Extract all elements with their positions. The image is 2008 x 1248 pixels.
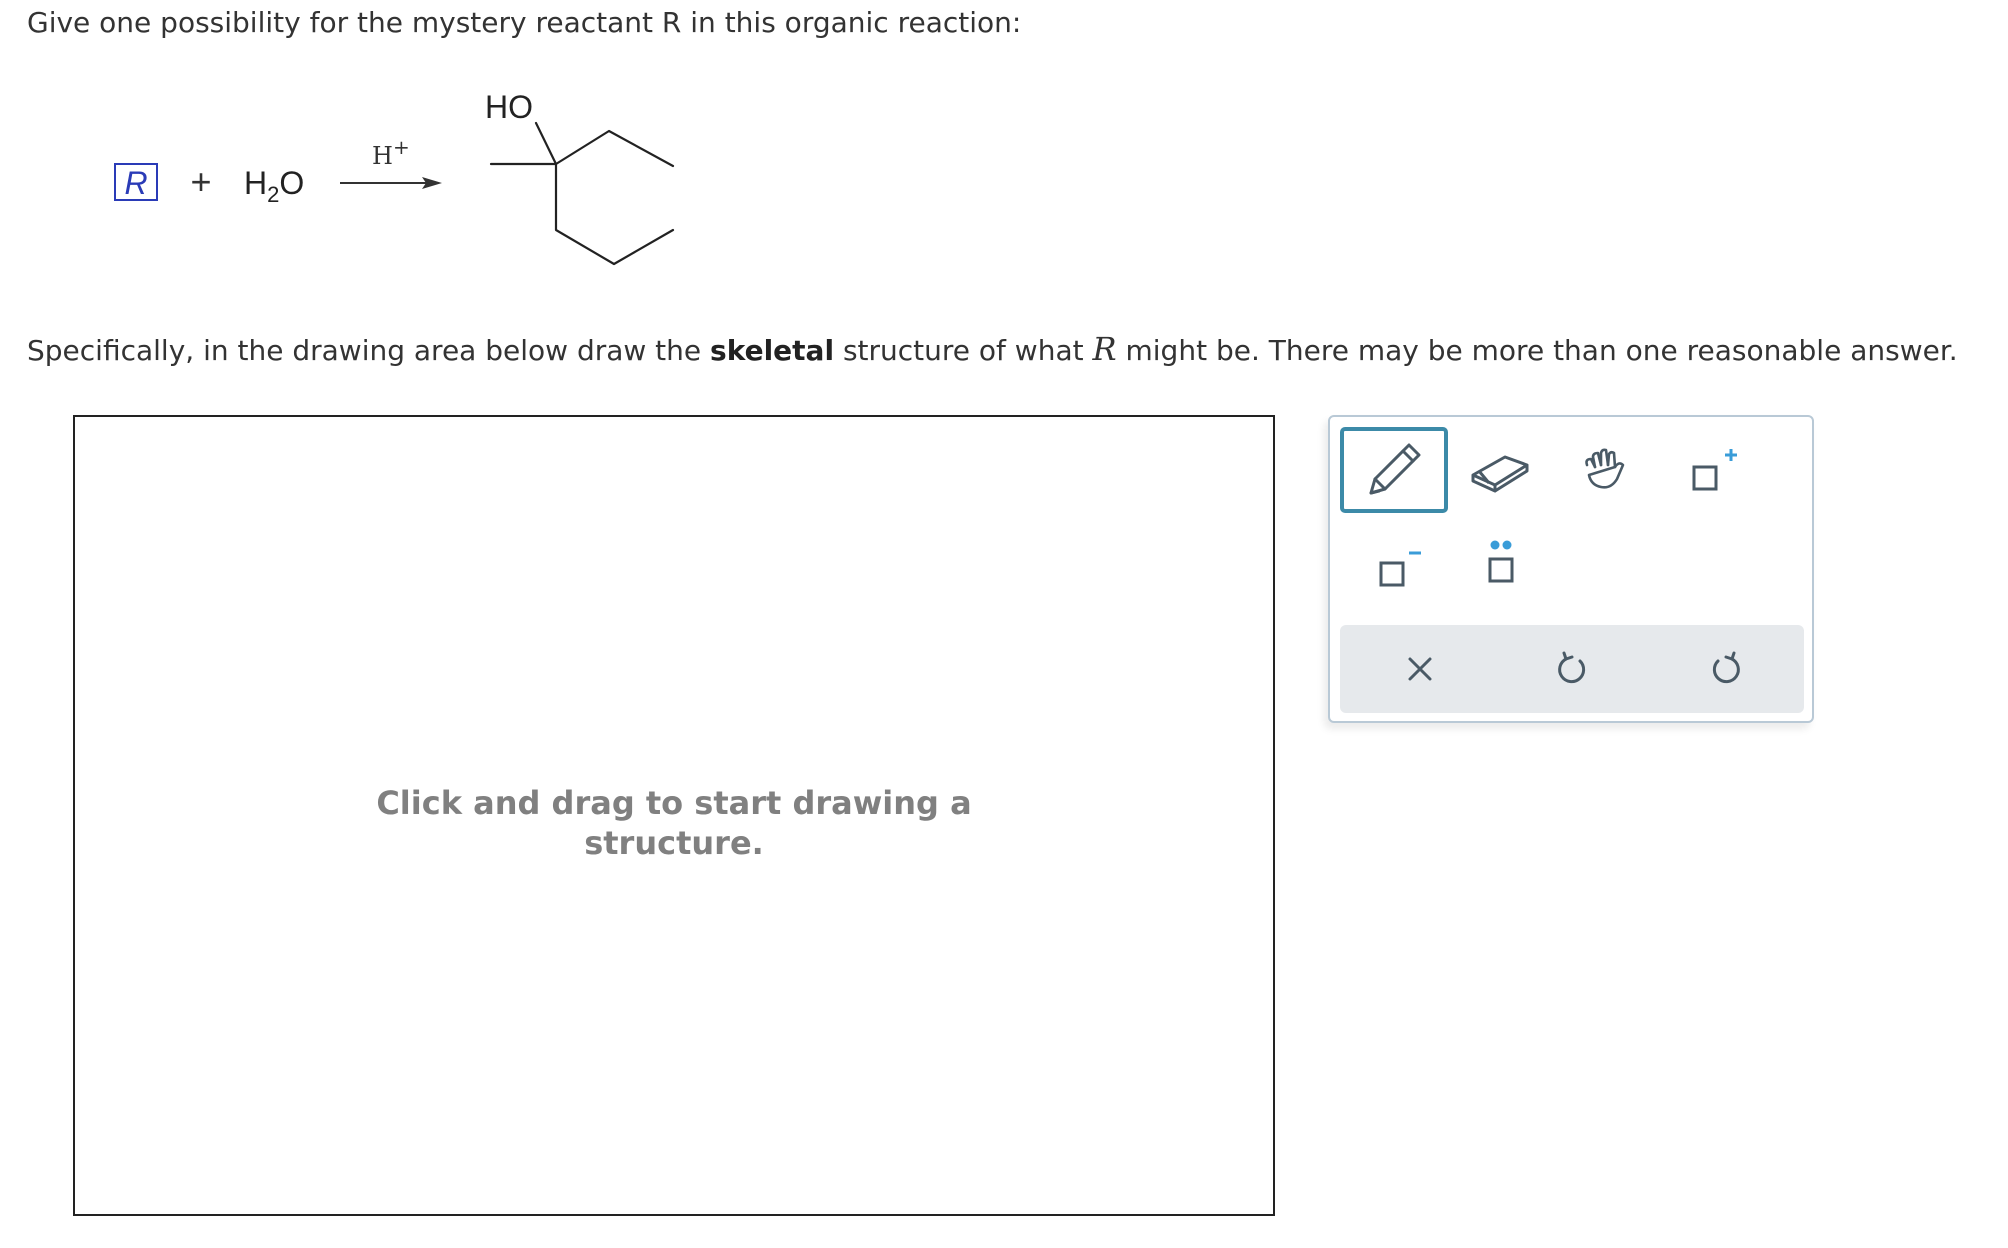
instruction-part: structure of what <box>834 334 1093 367</box>
eraser-icon <box>1465 435 1535 505</box>
drawing-canvas[interactable] <box>73 415 1275 1216</box>
instruction-text <box>27 330 1958 368</box>
pencil-icon <box>1359 435 1429 505</box>
instruction-variable: R <box>1092 330 1117 368</box>
question-text: Give one possibility for the mystery reactant R in this organic reaction: <box>27 6 1022 39</box>
instruction-part: might be. There may be more than one reasonable answer. <box>1116 334 1958 367</box>
lone-pair-icon <box>1465 529 1535 599</box>
undo-button[interactable] <box>1512 625 1632 713</box>
reactant-r-label: R <box>124 165 148 201</box>
positive-charge-tool-button[interactable] <box>1658 427 1766 513</box>
reaction-scheme <box>110 88 710 288</box>
pencil-tool-button[interactable] <box>1340 427 1448 513</box>
canvas-hint-line: Click and drag to start drawing a <box>376 784 972 822</box>
water-h: H <box>244 165 268 201</box>
redo-button[interactable] <box>1666 625 1786 713</box>
drawing-toolbar <box>1328 415 1814 723</box>
catalyst-charge: + <box>392 135 410 159</box>
instruction-part: Specifically, in the drawing area below draw the <box>27 334 711 367</box>
positive-charge-icon <box>1677 435 1747 505</box>
product-hydroxyl-label: HO <box>485 89 533 125</box>
water-formula <box>244 165 304 207</box>
product-skeleton <box>491 123 673 264</box>
catalyst-h: H <box>372 142 393 170</box>
water-o: O <box>279 165 305 201</box>
action-bar <box>1340 625 1804 713</box>
plus-sign: + <box>190 161 212 202</box>
canvas-hint-line: structure. <box>584 824 764 862</box>
clear-button[interactable] <box>1360 625 1480 713</box>
hand-tool-button[interactable] <box>1552 427 1660 513</box>
catalyst-label <box>372 135 410 170</box>
negative-charge-tool-button[interactable] <box>1340 521 1448 607</box>
eraser-tool-button[interactable] <box>1446 427 1554 513</box>
water-subscript: 2 <box>267 182 280 207</box>
canvas-hint <box>75 783 1273 863</box>
negative-charge-icon <box>1359 529 1429 599</box>
instruction-bold-term: skeletal <box>710 334 835 367</box>
hand-icon <box>1571 435 1641 505</box>
undo-icon <box>1552 649 1592 689</box>
redo-icon <box>1706 649 1746 689</box>
close-icon <box>1400 649 1440 689</box>
lone-pair-tool-button[interactable] <box>1446 521 1554 607</box>
